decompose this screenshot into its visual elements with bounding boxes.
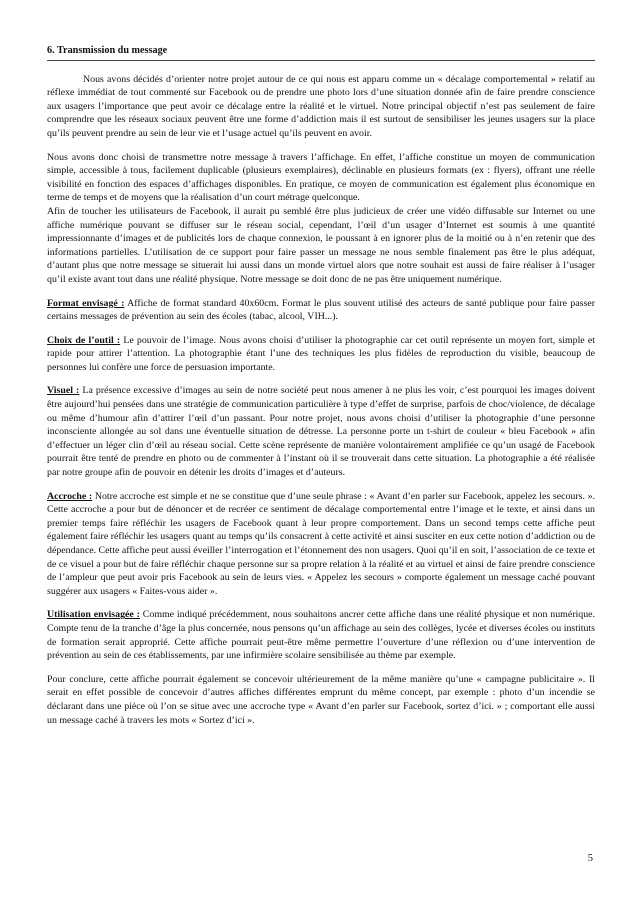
visual-label: Visuel :	[47, 385, 80, 397]
visual-paragraph	[47, 384, 595, 479]
conclusion-paragraph: Pour conclure, cette affiche pourrait également se concevoir ultérieurement de la même manière qu’une « campagne publicitaire ». Il serait en effet possible de concevoir d’autres affiches différentes emprunt du même concept, par exemple : photo d’un incendie se déclarant dans une pièce où l’on se situe avec une accroche type « Avant d’en parler sur Facebook, sortez d’ici. » ; comportant elle aussi un message caché à travers les mots « Sortez d’ici ».	[47, 673, 595, 726]
section-heading: 6. Transmission du message	[47, 44, 595, 61]
usage-paragraph	[47, 608, 595, 662]
hook-paragraph	[47, 490, 595, 599]
format-label: Format envisagé :	[47, 297, 125, 309]
usage-text: Comme indiqué précédemment, nous souhaitons ancrer cette affiche dans une réalité physique et non numérique. Compte tenu de la tranche d’âge la plus concernée, nous pensons qu’un affichage au sein des collèges, lycée et diverses écoles ou instituts de formation serait approprié. Cette affiche pourrait peut-être même permettre l’ouverture d’une réflexion ou d’une intervention de prévention au sein de ces établissements, par une infirmière scolaire sensibilisée au thème par exemple.	[47, 609, 595, 662]
hook-label: Accroche :	[47, 490, 93, 502]
tool-label: Choix de l’outil :	[47, 334, 121, 346]
tool-text: Le pouvoir de l’image. Nous avons choisi d’utiliser la photographie car cet outil représente un moyen fort, simple et rapide pour attirer l’attention. La photographie étant l’une des techniques les plus fidèles de reproduction du visible, beaucoup de personnes lui confère une force de persuasion importante.	[47, 334, 595, 373]
format-text: Affiche de format standard 40x60cm. Format le plus souvent utilisé des acteurs de santé publique pour faire passer certains messages de prévention au sein des écoles (tabac, alcool, VIH...).	[47, 297, 595, 323]
usage-label: Utilisation envisagée :	[47, 609, 140, 621]
format-paragraph	[47, 297, 595, 324]
intro-paragraph: Nous avons décidés d’orienter notre projet autour de ce qui nous est apparu comme un « décalage comportemental » relatif au réflexe immédiat de tout commenté sur Facebook ou de prendre une photo lors d’une situation donnée afin de faire prendre conscience aux usagers l’importance que peut avoir ce décalage entre la réalité et le virtuel. Notre principal objectif n’est pas seulement de faire comprendre que les réseaux sociaux peuvent être une forme d’addiction mais il est surtout de sensibiliser les jeunes usagers sur la place qu’ils peuvent prendre au sein de leur vie et l’usage actuel qu’ils peuvent en avoir.	[47, 73, 595, 139]
display-choice-paragraph: Nous avons donc choisi de transmettre notre message à travers l’affichage. En effet, l’affiche constitue un moyen de communication simple, accessible à tous, facilement duplicable (plusieurs exemplaires), déclinable en plusieurs formats (ex : flyers), offrant une réelle visibilité en fonction des espaces d’affichages disponibles. En pratique, ce moyen de communication est également plus économique en terme de temps et de moyens que la réalisation d’un court métrage quelconque.	[47, 151, 595, 204]
digital-support-paragraph: Afin de toucher les utilisateurs de Facebook, il aurait pu semblé être plus judicieux de créer une vidéo diffusable sur Internet ou une affiche numérique pouvant se diffuser sur le réseau social, cependant, l’œil d’un usager d’Internet est soumis à une quantité impressionnante d’images et de publicités lors de chaque connexion, le poussant à en ignorer plus de la moitié ou à n’en retenir que des informations partielles. L’utilisation de ce support pour faire passer un message ne nous semble finalement pas être le plus adéquat, d’autant plus que notre message se situerait lui aussi dans un monde virtuel alors que notre souhait est aussi de faire réaliser à l’usager qu’il existe avant tout dans une réalité physique. Notre message se doit donc de ne pas être uniquement numérique.	[47, 205, 595, 285]
visual-text: La présence excessive d’images au sein de notre société peut nous amener à ne plus les voir, c’est pourquoi les images doivent être aujourd’hui pensées dans une stratégie de communication particulière à type d’effet de surprise, parfois de choc/violence, de décalage ou même d’humour afin d’attirer l’œil d’un passant. Pour notre projet, nous avons choisi d’utiliser la photographie d’une personne inconsciente allongée au sol dans une éventuelle situation de détresse. La personne porte un t-shirt de couleur « bleu Facebook » afin d’effectuer un léger clin d’œil au réseau social. Cette scène représente de manière volontairement amplifiée ce qu’un usagé de Facebook pourrait être tenté de prendre en photo ou de commenter à l’instant où il se trouverait dans cette situation. La photographie a été réalisée par notre groupe afin de pouvoir en détenir les droits d’images et d’auteurs.	[47, 385, 595, 479]
hook-text: Notre accroche est simple et ne se constitue que d’une seule phrase : « Avant d’en parler sur Facebook, appelez les secours. ». Cette accroche a pour but de dénoncer et de recréer ce sentiment de décalage comportemental entre l’image et le texte, et ainsi dans un premier temps faire réfléchir les usagers de Facebook quant à leur propre comportement. Dans un second temps cette affiche peut également faire réfléchir les usagers quant au temps qu’ils consacrent à cette activité et ainsi susciter en eux cette notion d’addiction ou de dépendance. Cette affiche peut aussi éveiller l’interrogation et l’étonnement des non usagers. Quoi qu’il en soit, l’association de ce texte et de ce visuel a pour but de faire réfléchir chaque personne sur sa propre relation à la réalité et au virtuel et ainsi de faire prendre conscience de l’ampleur que peut avoir pris Facebook au sein de leurs vies. « Appelez les secours » comporte également un message caché pouvant suggérer aux usagers « Faites-vous aider ».	[47, 490, 595, 597]
page-number: 5	[587, 853, 593, 864]
tool-paragraph	[47, 334, 595, 375]
